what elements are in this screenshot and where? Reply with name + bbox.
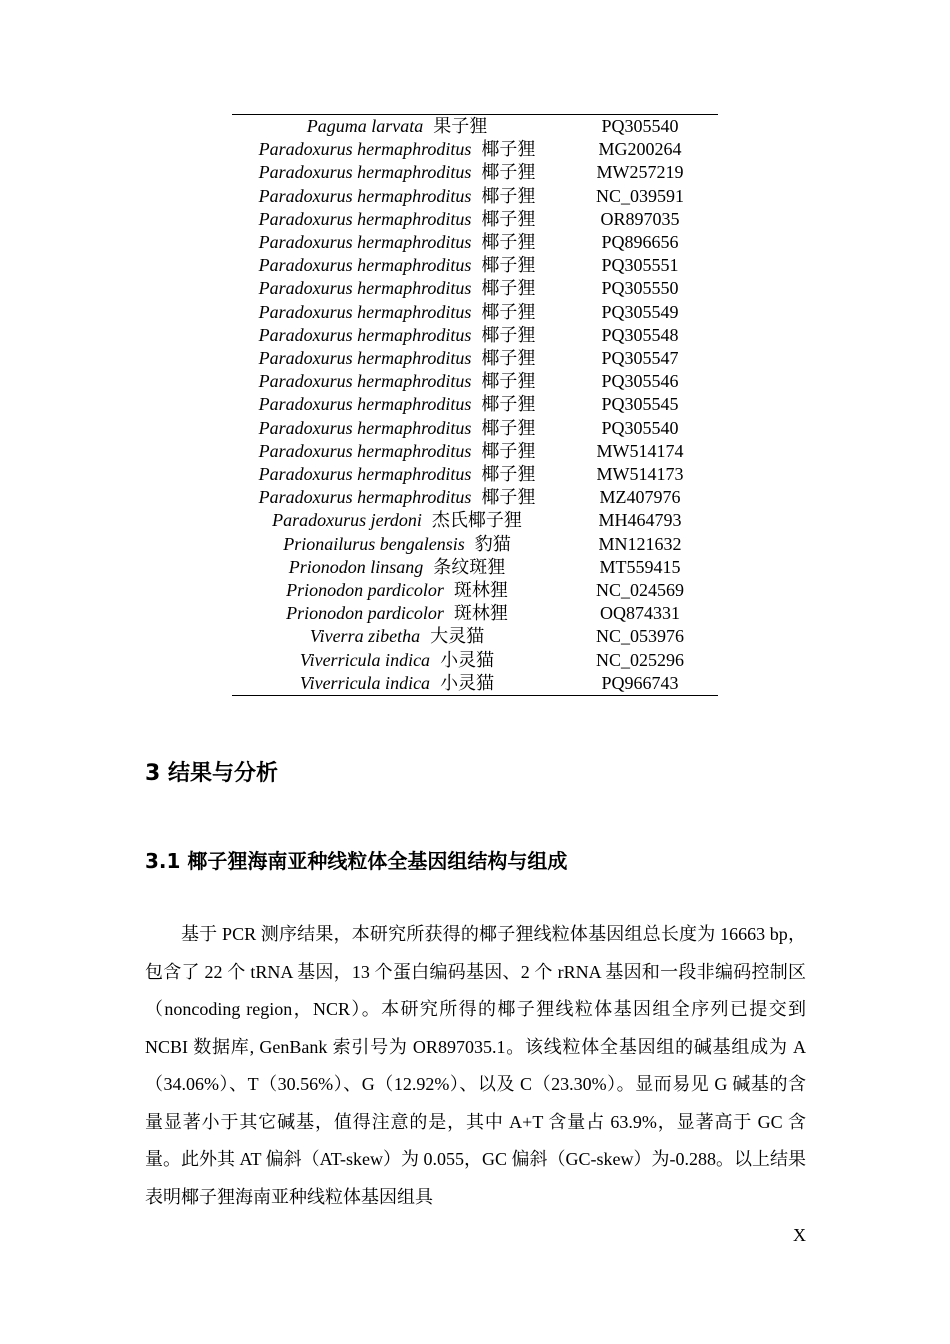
table-row — [232, 254, 718, 277]
chinese-name: 椰子狸 — [481, 440, 536, 461]
chinese-name: 椰子狸 — [481, 324, 536, 345]
scientific-name: Paradoxurus jerdoni — [272, 510, 422, 531]
accession-cell: OQ874331 — [600, 603, 680, 624]
accession-cell: PQ896656 — [601, 232, 679, 253]
table-row — [232, 277, 718, 300]
scientific-name: Paradoxurus hermaphroditus — [258, 417, 472, 438]
table-row — [232, 231, 718, 254]
species-cell — [232, 254, 562, 277]
scientific-name: Prionailurus bengalensis — [283, 533, 465, 554]
accession-cell: PQ305549 — [601, 301, 679, 322]
chinese-name: 椰子狸 — [481, 208, 536, 229]
accession-cell: PQ305548 — [601, 324, 679, 345]
species-accession-table — [232, 114, 718, 696]
species-cell — [232, 533, 562, 556]
chinese-name: 椰子狸 — [481, 348, 536, 369]
scientific-name: Paradoxurus hermaphroditus — [258, 301, 472, 322]
accession-cell: PQ305550 — [601, 278, 679, 299]
chinese-name: 椰子狸 — [481, 232, 536, 253]
chinese-name: 椰子狸 — [481, 371, 536, 392]
scientific-name: Paradoxurus hermaphroditus — [258, 185, 472, 206]
table-row — [232, 509, 718, 532]
scientific-name: Paradoxurus hermaphroditus — [258, 394, 472, 415]
species-cell — [232, 393, 562, 416]
scientific-name: Paradoxurus hermaphroditus — [258, 278, 472, 299]
table-row — [232, 672, 718, 695]
chinese-name: 果子狸 — [433, 116, 488, 136]
scientific-name: Paradoxurus hermaphroditus — [258, 464, 472, 485]
chinese-name: 小灵猫 — [440, 672, 495, 693]
scientific-name: Paradoxurus hermaphroditus — [258, 348, 472, 369]
table-row — [232, 161, 718, 184]
species-cell — [232, 185, 562, 208]
accession-cell: NC_024569 — [595, 580, 684, 601]
species-cell — [232, 347, 562, 370]
chinese-name: 条纹斑狸 — [433, 556, 506, 577]
chinese-name: 大灵猫 — [430, 626, 485, 647]
chinese-name: 椰子狸 — [481, 255, 536, 276]
scientific-name: Viverricula indica — [299, 649, 431, 670]
accession-cell: MW514173 — [596, 464, 684, 485]
scientific-name: Paradoxurus hermaphroditus — [258, 440, 472, 461]
species-cell — [232, 579, 562, 602]
chinese-name: 豹猫 — [474, 533, 511, 554]
chinese-name: 椰子狸 — [481, 139, 536, 160]
table-row — [232, 463, 718, 486]
species-cell — [232, 370, 562, 393]
scientific-name: Paradoxurus hermaphroditus — [258, 255, 472, 276]
chinese-name: 椰子狸 — [481, 487, 536, 508]
table-row — [232, 579, 718, 602]
species-cell — [232, 301, 562, 324]
table-row — [232, 208, 718, 231]
species-cell — [232, 509, 562, 532]
accession-cell: PQ305540 — [601, 417, 679, 438]
table-row — [232, 115, 718, 138]
species-cell — [232, 556, 562, 579]
species-cell — [232, 161, 562, 184]
scientific-name: Prionodon pardicolor — [286, 603, 444, 624]
chinese-name: 杰氏椰子狸 — [431, 510, 522, 531]
species-cell — [232, 208, 562, 231]
scientific-name: Paradoxurus hermaphroditus — [258, 232, 472, 253]
accession-cell: NC_025296 — [595, 649, 684, 670]
accession-cell: MH464793 — [598, 510, 682, 531]
scientific-name: Paradoxurus hermaphroditus — [258, 487, 472, 508]
accession-cell: PQ305545 — [601, 394, 679, 415]
chinese-name: 椰子狸 — [481, 162, 536, 183]
table-row — [232, 440, 718, 463]
table-row — [232, 324, 718, 347]
table-body — [232, 115, 718, 695]
species-cell — [232, 602, 562, 625]
chinese-name: 椰子狸 — [481, 185, 536, 206]
table-row — [232, 393, 718, 416]
chinese-name: 椰子狸 — [481, 278, 536, 299]
scientific-name: Viverricula indica — [299, 672, 431, 693]
species-cell — [232, 440, 562, 463]
species-table — [232, 115, 718, 695]
table-row — [232, 370, 718, 393]
scientific-name: Paradoxurus hermaphroditus — [258, 208, 472, 229]
accession-cell: NC_039591 — [595, 185, 684, 206]
table-row — [232, 649, 718, 672]
table-row — [232, 185, 718, 208]
accession-cell: PQ305551 — [601, 255, 679, 276]
table-row — [232, 138, 718, 161]
species-cell — [232, 625, 562, 648]
species-cell — [232, 486, 562, 509]
species-cell — [232, 463, 562, 486]
accession-cell: MT559415 — [599, 556, 681, 577]
species-cell — [232, 672, 562, 695]
accession-cell: OR897035 — [600, 208, 680, 229]
table-row — [232, 486, 718, 509]
species-cell — [232, 277, 562, 300]
scientific-name: Paradoxurus hermaphroditus — [258, 324, 472, 345]
chinese-name: 椰子狸 — [481, 394, 536, 415]
scientific-name: Prionodon pardicolor — [286, 580, 444, 601]
species-cell — [232, 649, 562, 672]
scientific-name: Paradoxurus hermaphroditus — [258, 162, 472, 183]
species-cell — [232, 417, 562, 440]
species-cell — [232, 231, 562, 254]
chinese-name: 斑林狸 — [453, 603, 508, 624]
table-row — [232, 602, 718, 625]
scientific-name: Paguma larvata — [306, 116, 424, 136]
accession-cell: MG200264 — [598, 139, 682, 160]
table-row — [232, 625, 718, 648]
scientific-name: Viverra zibetha — [309, 626, 421, 647]
chinese-name: 椰子狸 — [481, 301, 536, 322]
scientific-name: Paradoxurus hermaphroditus — [258, 139, 472, 160]
scientific-name: Prionodon linsang — [288, 556, 424, 577]
section-heading: 3 结果与分析 — [145, 761, 278, 786]
accession-cell: PQ966743 — [601, 672, 679, 693]
accession-cell: PQ305547 — [601, 348, 679, 369]
accession-cell: NC_053976 — [595, 626, 684, 647]
accession-cell: MW257219 — [596, 162, 684, 183]
species-cell — [232, 324, 562, 347]
table-row — [232, 347, 718, 370]
accession-cell: MW514174 — [596, 440, 684, 461]
accession-cell: MZ407976 — [599, 487, 681, 508]
table-row — [232, 556, 718, 579]
subsection-heading: 3.1 椰子狸海南亚种线粒体全基因组结构与组成 — [145, 849, 568, 873]
chinese-name: 椰子狸 — [481, 417, 536, 438]
page-number: X — [793, 1225, 806, 1245]
chinese-name: 椰子狸 — [481, 464, 536, 485]
table-row — [232, 417, 718, 440]
table-row — [232, 533, 718, 556]
accession-cell: MN121632 — [598, 533, 682, 554]
table-row — [232, 301, 718, 324]
species-cell — [232, 138, 562, 161]
chinese-name: 小灵猫 — [440, 649, 495, 670]
body-paragraph: 基于 PCR 测序结果，本研究所获得的椰子狸线粒体基因组总长度为 16663 bp，包含了 22 个 tRNA 基因，13 个蛋白编码基因、2 个 rRNA 基因和一段非编码控制区（noncoding region，NCR）。本研究所得的椰子狸线粒体基因组全序列已提交到 NCBI 数据库, GenBank 索引号为 OR897035.1。该线粒体全基因组的碱基组成为 A（34.06%）、T（30.56%）、G（12.92%）、以及 C（23.30%）。显而易见 G 碱基的含量显著小于其它碱基，值得注意的是，其中 A+T 含量占 63.9%，显著高于 GC 含量。此外其 AT 偏斜（AT-skew）为 0.055，GC 偏斜（GC-skew）为-0.288。以上结果表明椰子狸海南亚种线粒体基因组具 — [145, 924, 806, 1207]
accession-cell: PQ305540 — [601, 116, 679, 136]
scientific-name: Paradoxurus hermaphroditus — [258, 371, 472, 392]
species-cell — [232, 115, 562, 138]
chinese-name: 斑林狸 — [453, 580, 508, 601]
accession-cell: PQ305546 — [601, 371, 679, 392]
